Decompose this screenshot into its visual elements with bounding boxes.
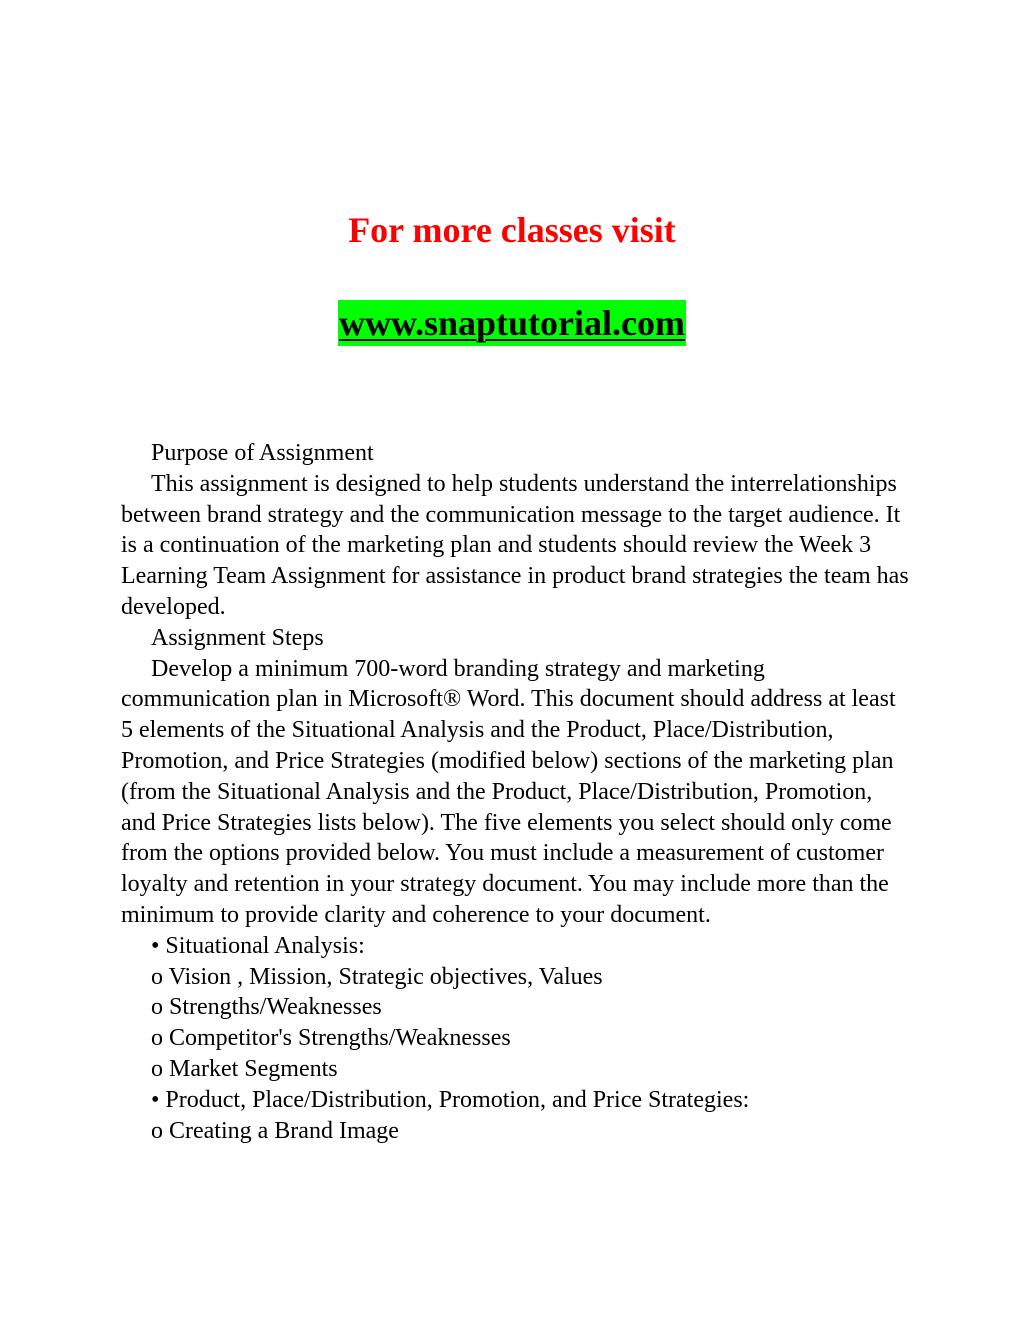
promo-link-container — [0, 300, 1024, 356]
promo-link[interactable]: www.snaptutorial.com — [338, 300, 686, 346]
purpose-heading: Purpose of Assignment — [151, 440, 374, 466]
list-item: o Competitor's Strengths/Weaknesses — [151, 1025, 511, 1052]
list-item: o Vision , Mission, Strategic objectives, Values — [151, 963, 603, 990]
list-item: • Product, Place/Distribution, Promotion, and Price Strategies: — [151, 1086, 750, 1113]
promo-title: For more classes visit — [348, 210, 676, 250]
steps-heading: Assignment Steps — [151, 624, 324, 651]
list-item: o Strengths/Weaknesses — [151, 994, 382, 1021]
list-item: o Creating a Brand Image — [151, 1117, 399, 1144]
assignment-body — [121, 438, 911, 1146]
list-item: o Market Segments — [151, 1055, 338, 1082]
purpose-paragraph: This assignment is designed to help students understand the interrelationships between brand strategy and the communication message to the target audience. It is a continuation of the marketing plan and students should review the Week 3 Learning Team Assignment for assistance in product brand strategies the team has developed. — [121, 470, 909, 620]
steps-paragraph: Develop a minimum 700-word branding strategy and marketing communication plan in Microsoft® Word. This document should address at least 5 elements of the Situational Analysis and the Product, Place/Distribution, Promotion, and Price Strategies (modified below) sections of the marketing plan (from the Situational Analysis and the Product, Place/Distribution, Promotion, and Price Strategies lists below). The five elements you select should only come from the options provided below. You must include a measurement of customer loyalty and retention in your strategy document. You may include more than the minimum to provide clarity and coherence to your document. — [121, 655, 896, 928]
list-item: • Situational Analysis: — [151, 932, 365, 959]
